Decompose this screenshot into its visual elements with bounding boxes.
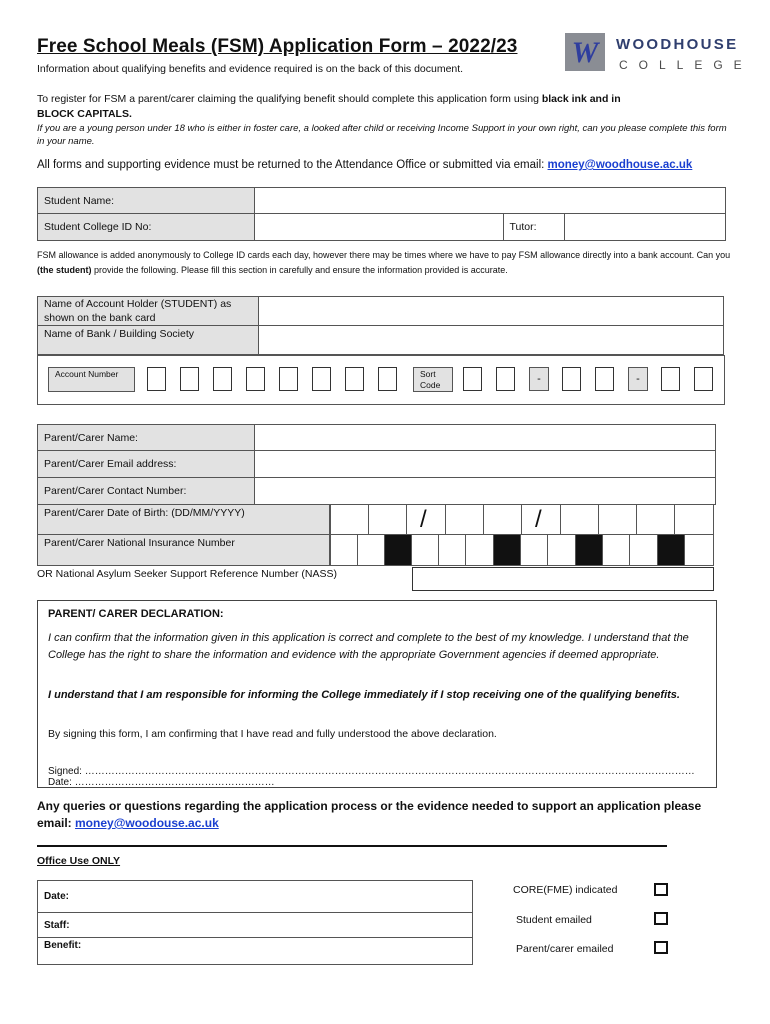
young-person-note: If you are a young person under 18 who is either in foster care, a looked after child or receiving Income Support in your own right, can you please complete this form in your name.	[37, 123, 727, 147]
account-digit-8[interactable]	[378, 367, 397, 391]
declaration-title: PARENT/ CARER DECLARATION:	[48, 608, 224, 620]
tutor-label: Tutor:	[503, 214, 564, 241]
queries-note	[37, 798, 727, 832]
sort-code-label: Sort Code	[413, 367, 453, 392]
student-table	[37, 187, 726, 241]
sort-dash-2: -	[628, 367, 648, 391]
nass-label: OR National Asylum Seeker Support Reference Number (NASS)	[37, 568, 337, 580]
account-number-label: Account Number	[48, 367, 135, 392]
allowance-text: FSM allowance is added anonymously to College ID cards each day, however there may be times where we have to pay FSM allowance directly into a bank account. Can you	[37, 250, 731, 260]
dob-slash-2: /	[535, 506, 542, 533]
account-digit-7[interactable]	[345, 367, 364, 391]
check-student-label: Student emailed	[516, 914, 592, 926]
allowance-text-end: provide the following. Please fill this section in carefully and ensure the information provided is accurate.	[91, 265, 508, 275]
dob-digit-2[interactable]	[368, 504, 407, 535]
ni-cell-7[interactable]	[547, 534, 576, 566]
account-digit-2[interactable]	[180, 367, 199, 391]
ni-cell-9[interactable]	[629, 534, 658, 566]
divider	[37, 845, 667, 847]
office-benefit-field[interactable]	[38, 938, 473, 965]
dob-digit-5[interactable]	[560, 504, 599, 535]
office-staff-field[interactable]	[38, 913, 473, 938]
parent-dob-label: Parent/Carer Date of Birth: (DD/MM/YYYY)	[37, 504, 330, 535]
ni-cell-3[interactable]	[411, 534, 439, 566]
sort-dash-1: -	[529, 367, 549, 391]
logo-subtitle: COLLEGE	[619, 58, 753, 72]
parent-name-label: Parent/Carer Name:	[38, 425, 255, 451]
ni-cell-4[interactable]	[438, 534, 466, 566]
parent-name-field[interactable]	[255, 425, 716, 451]
return-instructions	[37, 159, 692, 171]
account-holder-label: Name of Account Holder (STUDENT) as shown on the bank card	[38, 297, 259, 326]
check-parent-label: Parent/carer emailed	[516, 943, 614, 955]
declaration-responsibility: I understand that I am responsible for informing the College immediately if I stop receiving one of the qualifying benefits.	[48, 689, 680, 701]
logo-name: WOODHOUSE	[616, 36, 739, 53]
ni-cell-5[interactable]	[465, 534, 494, 566]
allowance-note	[37, 248, 737, 278]
account-holder-field[interactable]	[259, 297, 724, 326]
ni-cell-blocked	[575, 534, 603, 566]
ni-cell-blocked	[493, 534, 521, 566]
office-date-field[interactable]	[38, 881, 473, 913]
college-logo	[565, 33, 605, 71]
dob-digit-4[interactable]	[483, 504, 522, 535]
account-digit-5[interactable]	[279, 367, 298, 391]
ni-cell-blocked	[657, 534, 685, 566]
account-digit-1[interactable]	[147, 367, 166, 391]
student-id-label: Student College ID No:	[38, 214, 255, 241]
info-line: Information about qualifying benefits and evidence required is on the back of this document.	[37, 63, 464, 75]
return-text: All forms and supporting evidence must be returned to the Attendance Office or submitted via email:	[37, 159, 548, 171]
register-caps: BLOCK CAPITALS.	[37, 108, 132, 120]
check-core-checkbox[interactable]	[654, 883, 668, 896]
office-staff-label: Staff:	[44, 919, 70, 931]
student-id-field[interactable]	[255, 214, 504, 241]
parent-email-label: Parent/Carer Email address:	[38, 451, 255, 478]
ni-cell-1[interactable]	[330, 534, 358, 566]
parent-table	[37, 424, 716, 505]
return-email-link[interactable]: money@woodhouse.ac.uk	[547, 159, 693, 171]
ni-cell-8[interactable]	[602, 534, 630, 566]
page-title: Free School Meals (FSM) Application Form – 2022/23	[37, 36, 518, 57]
dob-separator-1	[406, 504, 446, 535]
tutor-field[interactable]	[564, 214, 725, 241]
queries-text: Any queries or questions regarding the application process or the evidence needed to support an application please email:	[37, 799, 702, 830]
check-parent-checkbox[interactable]	[654, 941, 668, 954]
nass-field[interactable]	[412, 567, 714, 591]
dob-slash-1: /	[420, 506, 427, 533]
dob-digit-8[interactable]	[674, 504, 714, 535]
parent-ni-label: Parent/Carer National Insurance Number	[37, 534, 330, 566]
account-digit-3[interactable]	[213, 367, 232, 391]
sort-digit-1[interactable]	[463, 367, 482, 391]
sort-digit-4[interactable]	[595, 367, 614, 391]
queries-email-link[interactable]: money@woodouse.ac.uk	[75, 816, 219, 830]
sort-digit-3[interactable]	[562, 367, 581, 391]
register-text: To register for FSM a parent/carer claiming the qualifying benefit should complete this application form using	[37, 93, 542, 105]
office-benefit-label: Benefit:	[44, 940, 82, 951]
parent-email-field[interactable]	[255, 451, 716, 478]
ni-cell-2[interactable]	[357, 534, 385, 566]
dob-digit-7[interactable]	[636, 504, 675, 535]
logo-letter: W	[571, 36, 599, 69]
dob-digit-3[interactable]	[445, 504, 484, 535]
parent-phone-label: Parent/Carer Contact Number:	[38, 478, 255, 505]
sort-digit-5[interactable]	[661, 367, 680, 391]
allowance-bold: (the student)	[37, 265, 92, 275]
ni-cell-blocked	[384, 534, 412, 566]
register-bold: black ink and in	[541, 93, 621, 105]
account-digit-6[interactable]	[312, 367, 331, 391]
dob-digit-1[interactable]	[330, 504, 369, 535]
account-digit-4[interactable]	[246, 367, 265, 391]
declaration-statement: I can confirm that the information given in this application is correct and complete to the best of my knowledge. I understand that the College has the right to share the information and evidence with the appropriate Government agencies if deemed appropriate.	[48, 632, 689, 661]
student-name-field[interactable]	[255, 188, 726, 214]
office-table	[37, 880, 473, 965]
sort-digit-2[interactable]	[496, 367, 515, 391]
office-date-label: Date:	[44, 891, 70, 902]
check-student-checkbox[interactable]	[654, 912, 668, 925]
student-name-label: Student Name:	[38, 188, 255, 214]
parent-phone-field[interactable]	[255, 478, 716, 505]
register-instructions	[37, 92, 727, 122]
bank-table	[37, 296, 724, 355]
bank-name-field[interactable]	[259, 326, 724, 355]
signature-line[interactable]: Signed: …………………………………………………………………………………………………………………………………………………………………Date: ……………………………………………………	[48, 766, 695, 788]
bank-name-label: Name of Bank / Building Society	[38, 326, 259, 355]
declaration-box	[37, 600, 717, 788]
ni-cell-6[interactable]	[520, 534, 548, 566]
ni-cell-10[interactable]	[684, 534, 714, 566]
declaration-confirmation: By signing this form, I am confirming that I have read and fully understood the above declaration.	[48, 728, 497, 740]
check-core-label: CORE(FME) indicated	[513, 884, 618, 896]
dob-separator-2	[521, 504, 561, 535]
dob-digit-6[interactable]	[598, 504, 637, 535]
sort-digit-6[interactable]	[694, 367, 713, 391]
office-use-title: Office Use ONLY	[37, 855, 121, 867]
